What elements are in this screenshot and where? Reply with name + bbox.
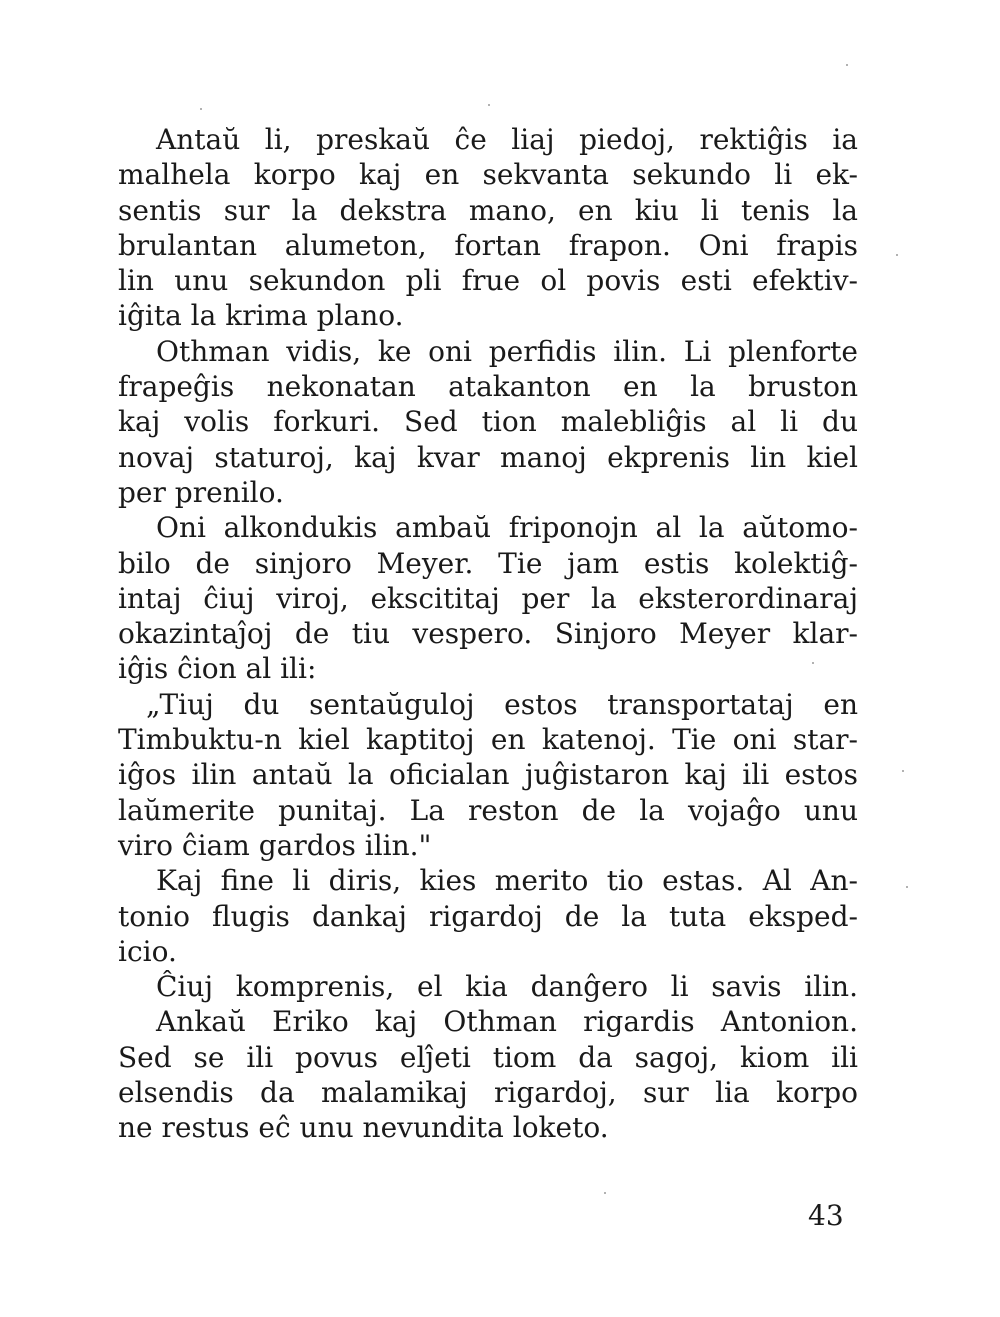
text-line: okazintaĵoj de tiu vespero. Sinjoro Meyer klar- xyxy=(118,617,858,651)
text-line: lin unu sekundon pli frue ol povis esti efektiv- xyxy=(118,264,858,298)
text-line: viro ĉiam gardos ilin." xyxy=(118,828,432,862)
text-line: kaj volis forkuri. Sed tion malebliĝis al li du xyxy=(118,405,858,439)
text-line: Othman vidis, ke oni perfidis ilin. Li plenforte xyxy=(156,334,858,368)
text-line: tonio flugis dankaj rigardoj de la tuta eksped- xyxy=(118,899,858,933)
text-line: ne restus eĉ unu nevundita loketo. xyxy=(118,1111,609,1145)
scan-speck xyxy=(200,108,202,110)
text-line: elsendis da malamikaj rigardoj, sur lia korpo xyxy=(118,1076,858,1110)
text-line: brulantan alumeton, fortan frapon. Oni frapis xyxy=(118,228,858,262)
text-line: Kaj fine li diris, kies merito tio estas. Al An- xyxy=(156,864,858,898)
text-line: Antaŭ li, preskaŭ ĉe liaj piedoj, rektiĝis ia xyxy=(156,123,858,156)
text-line: Oni alkondukis ambaŭ friponojn al la aŭtomo- xyxy=(156,511,858,545)
text-line: iĝis ĉion al ili: xyxy=(118,652,317,686)
text-line: sentis sur la dekstra mano, en kiu li tenis la xyxy=(118,193,858,227)
text-line: Timbuktu-n kiel kaptitoj en katenoj. Tie oni star- xyxy=(118,723,858,757)
text-line: iĝos ilin antaŭ la oficialan juĝistaron kaj ili estos xyxy=(118,758,858,792)
text-line: intaj ĉiuj viroj, ekscititaj per la eksterordinaraj xyxy=(118,581,858,615)
text-line: malhela korpo kaj en sekvanta sekundo li ek- xyxy=(118,158,858,192)
text-line: frapeĝis nekonatan atakanton en la bruston xyxy=(118,370,858,404)
scan-speck xyxy=(906,886,908,888)
scan-speck xyxy=(812,662,814,664)
body-text xyxy=(118,122,858,1146)
text-line: laŭmerite punitaj. La reston de la vojaĝo unu xyxy=(118,793,858,827)
text-line: Ankaŭ Eriko kaj Othman rigardis Antonion. xyxy=(156,1005,858,1039)
text-line: iĝita la krima plano. xyxy=(118,299,404,333)
scan-speck xyxy=(902,770,904,772)
scan-speck xyxy=(604,1192,606,1194)
page-number: 43 xyxy=(808,1199,844,1232)
text-line: per prenilo. xyxy=(118,475,284,509)
text-line: icio. xyxy=(118,934,177,968)
scan-speck xyxy=(846,64,848,66)
text-line: Ĉiuj komprenis, el kia danĝero li savis ilin. xyxy=(156,970,858,1004)
scan-speck xyxy=(896,254,898,256)
text-line: novaj staturoj, kaj kvar manoj ekprenis lin kiel xyxy=(118,440,858,474)
text-line: bilo de sinjoro Meyer. Tie jam estis kolektiĝ- xyxy=(118,546,858,580)
text-line: „Tiuj du sentaŭguloj estos transportataj en xyxy=(146,687,858,721)
text-line: Sed se ili povus elĵeti tiom da sagoj, kiom ili xyxy=(118,1040,858,1074)
scan-speck xyxy=(488,104,490,106)
